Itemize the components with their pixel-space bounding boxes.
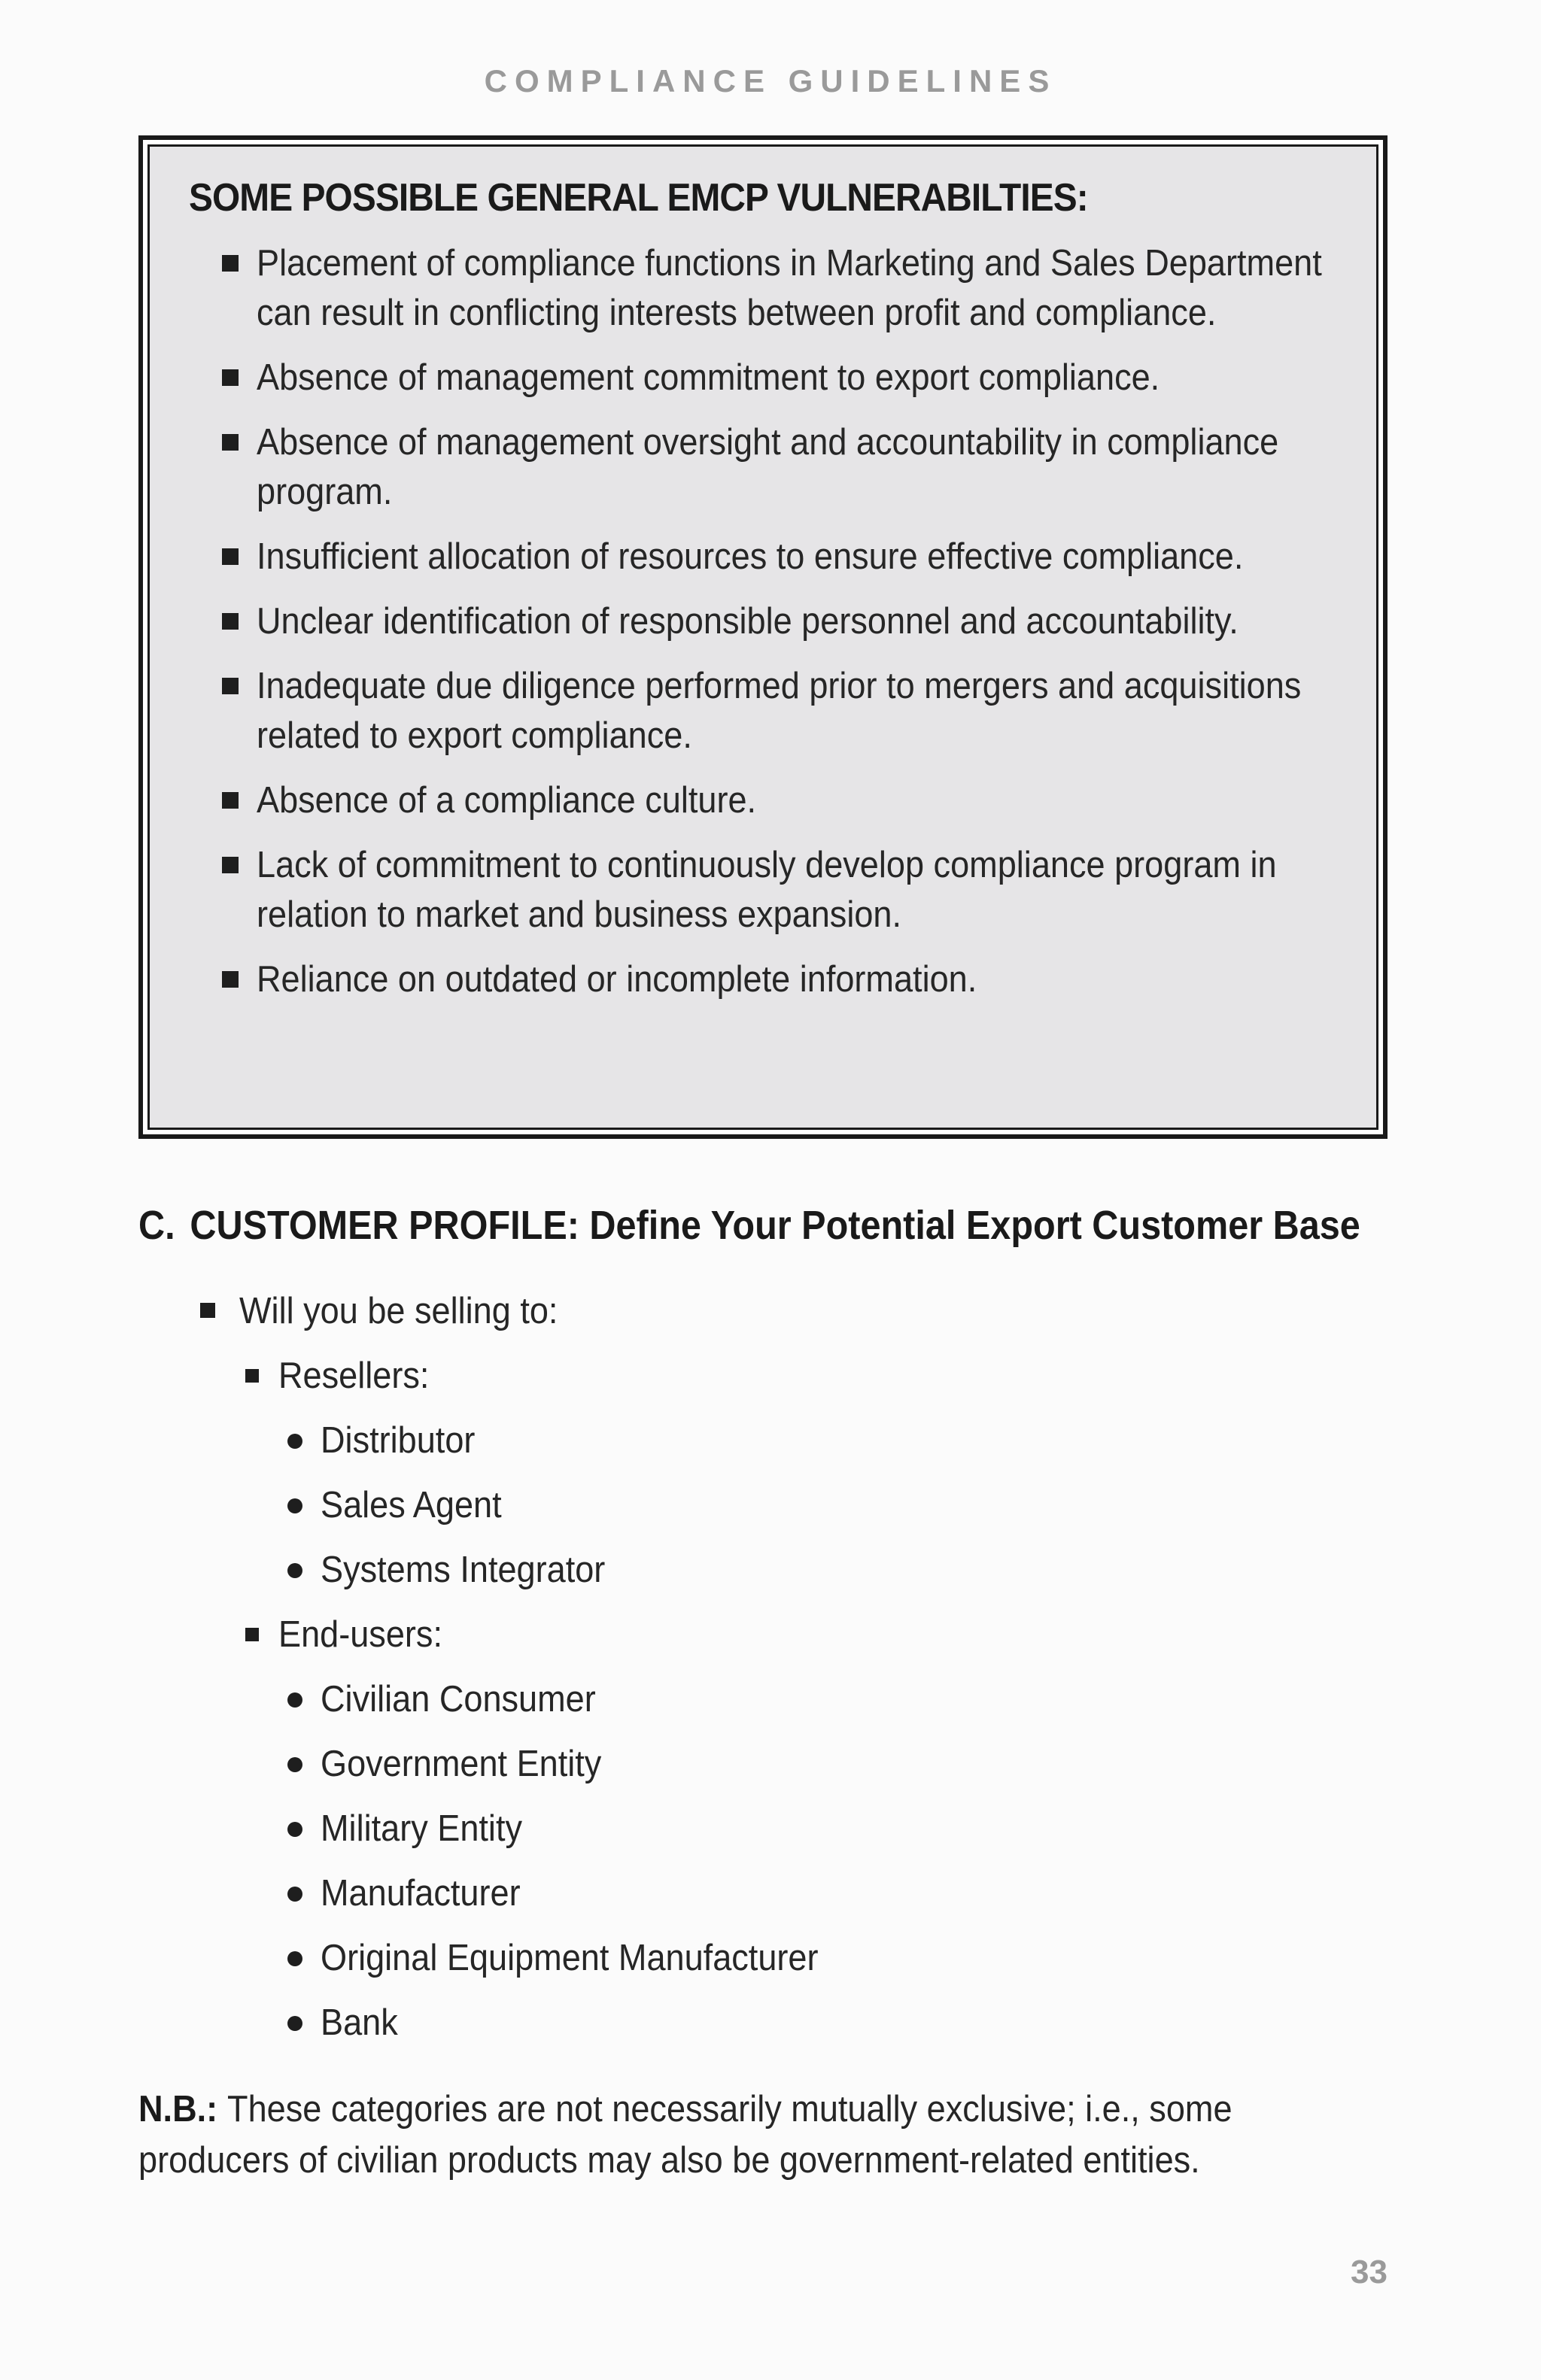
end-user-item: Military Entity (138, 1796, 1388, 1861)
vulnerabilities-box-inner (147, 144, 1378, 1130)
nota-bene (138, 2084, 1388, 2186)
square-bullet-icon (222, 857, 239, 873)
square-bullet-icon (222, 971, 239, 988)
end-user-item: Civilian Consumer (138, 1667, 1388, 1732)
square-bullet-icon (222, 255, 239, 272)
square-bullet-icon (245, 1628, 259, 1641)
square-bullet-icon (222, 613, 239, 630)
vulnerabilities-list (189, 238, 1346, 1004)
square-bullet-icon (222, 434, 239, 451)
round-bullet-icon (287, 1757, 302, 1772)
vulnerability-item: Absence of a compliance culture. (189, 776, 1346, 825)
end-user-item: Bank (138, 1990, 1388, 2055)
square-bullet-icon (222, 792, 239, 809)
square-bullet-icon (222, 678, 239, 694)
section-title: CUSTOMER PROFILE: Define Your Potential Export Customer Base (190, 1203, 1360, 1248)
round-bullet-icon (287, 2016, 302, 2031)
vulnerability-item: Unclear identification of responsible personnel and accountability. (189, 597, 1346, 646)
section-heading (138, 1202, 1360, 1249)
end-user-item: Government Entity (138, 1732, 1388, 1796)
end-user-item: Manufacturer (138, 1861, 1388, 1926)
vulnerabilities-title: SOME POSSIBLE GENERAL EMCP VULNERABILTIES: (189, 176, 1088, 220)
nota-bene-label: N.B.: (138, 2089, 218, 2130)
list-item-question: Will you be selling to: (138, 1279, 1388, 1343)
round-bullet-icon (287, 1951, 302, 1966)
running-head: COMPLIANCE GUIDELINES (484, 63, 1057, 99)
round-bullet-icon (287, 1434, 302, 1449)
end-user-item: Original Equipment Manufacturer (138, 1926, 1388, 1990)
square-bullet-icon (200, 1303, 215, 1318)
vulnerability-item: Placement of compliance functions in Marketing and Sales Department can result in conflicting interests between profit and compliance. (189, 238, 1346, 338)
vulnerabilities-box (138, 135, 1388, 1139)
section-letter: C. (138, 1203, 175, 1248)
reseller-item: Sales Agent (138, 1473, 1388, 1538)
reseller-item: Systems Integrator (138, 1538, 1388, 1602)
vulnerability-item: Reliance on outdated or incomplete information. (189, 955, 1346, 1004)
vulnerability-item: Absence of management oversight and accountability in compliance program. (189, 417, 1346, 517)
round-bullet-icon (287, 1822, 302, 1837)
square-bullet-icon (245, 1369, 259, 1383)
list-item-end-users: End-users: (138, 1602, 1388, 1667)
vulnerability-item: Lack of commitment to continuously develop compliance program in relation to market and business expansion. (189, 840, 1346, 940)
round-bullet-icon (287, 1563, 302, 1578)
vulnerability-item: Insufficient allocation of resources to ensure effective compliance. (189, 532, 1346, 581)
square-bullet-icon (222, 548, 239, 565)
round-bullet-icon (287, 1498, 302, 1513)
reseller-item: Distributor (138, 1408, 1388, 1473)
customer-profile-list (138, 1279, 1388, 2055)
vulnerability-item: Absence of management commitment to export compliance. (189, 353, 1346, 402)
page-number: 33 (1351, 2254, 1388, 2290)
list-item-resellers: Resellers: (138, 1343, 1388, 1408)
round-bullet-icon (287, 1887, 302, 1902)
square-bullet-icon (222, 369, 239, 386)
nota-bene-text: These categories are not necessarily mutually exclusive; i.e., some producers of civilian products may also be government-related entities. (138, 2089, 1232, 2181)
round-bullet-icon (287, 1692, 302, 1708)
vulnerability-item: Inadequate due diligence performed prior to mergers and acquisitions related to export compliance. (189, 661, 1346, 760)
